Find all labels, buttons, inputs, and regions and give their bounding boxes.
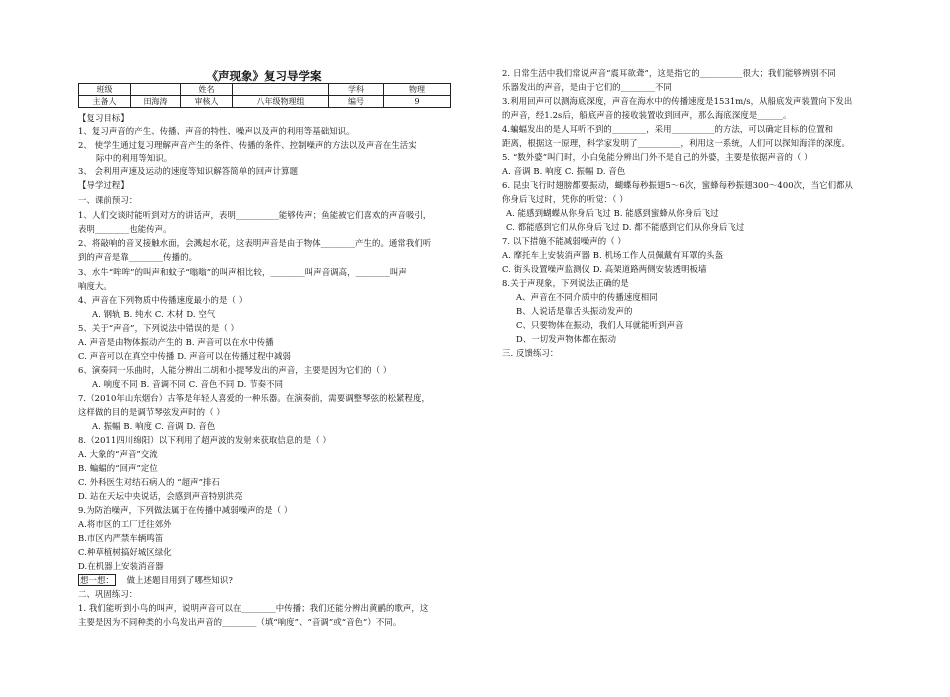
cell-reviewer-label: 审核人 <box>181 96 233 108</box>
subsection-heading: 三. 反馈练习： <box>502 348 559 358</box>
answer-option: C. 外科医生对结石病人的 “超声”排石 <box>78 477 220 487</box>
question-text: 2、将敲响的音叉接触水面，会溅起水花，这表明声音是由于物体________产生的。通常我们听 <box>78 238 432 248</box>
cell-class-value[interactable] <box>131 84 181 96</box>
think-prompt-line <box>78 575 233 586</box>
answer-option: B、人说话是靠舌头振动发声的 <box>516 306 633 316</box>
answer-option: C.种草植树搞好城区绿化 <box>78 547 172 557</box>
answer-options: A. 能感到蝴蝶从你身后飞过 B. 能感到蜜蜂从你身后飞过 <box>506 208 719 218</box>
answer-options: A. 摩托车上安装消声器 B. 机场工作人员佩戴有耳罩的头盔 <box>502 250 724 260</box>
question-text: 5. “数外婆”叫门时，小白兔能分辨出门外不是自己的外婆，主要是依据声音的（ ） <box>502 152 813 162</box>
cell-name-label: 姓名 <box>181 84 233 96</box>
answer-options: A. 音调 B. 响度 C. 振幅 D. 音色 <box>502 166 626 176</box>
section-heading-goals: 【复习目标】 <box>78 113 129 123</box>
cell-number-label: 编号 <box>329 96 384 108</box>
question-text: 4、声音在下列物质中传播速度最小的是（ ） <box>78 295 248 305</box>
answer-option: D. 站在天坛中央说话，会感到声音特别洪亮 <box>78 491 243 501</box>
answer-option: B.市区内严禁车辆鸣笛 <box>78 533 164 543</box>
question-text: 3、水牛“哞哞”的叫声和蚊子“嗡嗡”的叫声相比较，________叫声音调高，________叫声 <box>78 267 407 277</box>
question-text: 6. 昆虫飞行时翅膀都要振动，蝴蝶每秒振翅5～6次，蜜蜂每秒振翅300～400次，当它们都从 <box>502 180 854 190</box>
header-row <box>79 84 451 96</box>
answer-option: A、声音在不同介质中的传播速度相同 <box>516 292 658 302</box>
question-text: 距离，根据这一原理，科学家发明了__________，利用这一系统，人们可以探知海洋的深度。 <box>502 138 850 148</box>
answer-options: A. 响度不同 B. 音调不同 C. 音色不同 D. 节奏不同 <box>92 379 284 389</box>
question-text: 响度大。 <box>78 281 112 291</box>
answer-option: C、只要物体在振动，我们人耳就能听到声音 <box>516 320 684 330</box>
page-title: 《声现象》复习导学案 <box>206 69 322 83</box>
question-text: 这样做的目的是调节琴弦发声时的（ ） <box>78 407 225 417</box>
question-text: 8.关于声现象，下列说法正确的是 <box>502 278 629 288</box>
text-line: 2、 使学生通过复习理解声音产生的条件、传播的条件、控制噪声的方法以及声音在生活实 <box>78 140 417 150</box>
question-text: 乐器发出的声音，是由于它们的________不同 <box>502 82 672 92</box>
text-line: 1、复习声音的产生、传播、声音的特性、噪声以及声的利用等基础知识。 <box>78 126 355 136</box>
think-label: 想一想： <box>80 575 114 585</box>
answer-option: B. 蝙蝠的“回声”定位 <box>78 463 158 473</box>
answer-options: C. 街头设置噪声监测仪 D. 高架道路两侧安装透明板墙 <box>502 264 707 274</box>
text-line: 3、 会利用声速及运动的速度等知识解答简单的回声计算题 <box>78 166 299 176</box>
cell-number-value: 9 <box>384 96 451 108</box>
subsection-heading: 二、巩固练习： <box>78 589 138 599</box>
cell-reviewer-value: 八年级物理组 <box>233 96 329 108</box>
answer-options: A. 振幅 B. 响度 C. 音调 D. 音色 <box>92 421 216 431</box>
question-text: 1. 我们能听到小鸟的叫声，说明声音可以在________中传播；我们还能分辨出黄鹂的歌声，这 <box>78 603 429 613</box>
question-text: 5、关于“声音”，下列说法中错误的是（ ） <box>78 323 240 333</box>
question-text: 你身后飞过时，凭你的听觉：（ ） <box>502 194 628 204</box>
cell-subject-value: 物理 <box>384 84 451 96</box>
header-row <box>79 96 451 108</box>
section-heading-process: 【导学过程】 <box>78 180 129 190</box>
answer-option: A. 大象的“声音”交流 <box>78 449 158 459</box>
question-text: 的声音，经1.2s后，船底声音的接收装置收到回声，那么海底深度是______。 <box>502 110 792 120</box>
cell-preparer-label: 主备人 <box>79 96 131 108</box>
answer-options: A. 钢轨 B. 纯水 C. 木材 D. 空气 <box>92 309 216 319</box>
question-text: 7. 以下措施不能减弱噪声的（ ） <box>502 236 626 246</box>
answer-option: D、一切发声物体都在振动 <box>516 334 617 344</box>
answer-options: C. 都能感到它们从你身后飞过 D. 都不能感到它们从你身后飞过 <box>506 222 745 232</box>
question-text: 1、人们交谈时能听到对方的讲话声，表明__________能够传声；鱼能被它们喜欢的声音吸引， <box>78 210 432 220</box>
question-text: 9.为防治噪声，下列做法属于在传播中减弱噪声的是（ ） <box>78 505 293 515</box>
question-text: 表明________也能传声。 <box>78 224 172 234</box>
question-text: 6、演奏同一乐曲时，人能分辨出二胡和小提琴发出的声音，主要是因为它们的（ ） <box>78 365 392 375</box>
answer-option: D.在机器上安装消音器 <box>78 561 164 571</box>
header-table <box>78 83 451 108</box>
question-text: 到的声音是靠________传播的。 <box>78 252 198 262</box>
cell-name-value[interactable] <box>233 84 329 96</box>
cell-subject-label: 学科 <box>329 84 384 96</box>
question-text: 主要是因为不同种类的小鸟发出声音的________（填“响度”、“音调”或“音色”）不同。 <box>78 617 402 627</box>
question-text: 4.蝙蝠发出的是人耳听不到的________，采用__________的方法，可以确定目标的位置和 <box>502 124 834 134</box>
answer-option: A.将市区的工厂迁往郊外 <box>78 519 172 529</box>
answer-options: C. 声音可以在真空中传播 D. 声音可以在传播过程中减弱 <box>78 351 291 361</box>
question-text: 2. 日常生活中我们常说声音“震耳欲聋”，这是指它的__________很大；我们能够辨别不同 <box>502 68 836 78</box>
subsection-heading: 一、课前预习： <box>78 195 138 205</box>
question-text: 8.（2011四川绵阳）以下利用了超声波的发射来获取信息的是（ ） <box>78 435 332 445</box>
text-line: 际中的利用等知识。 <box>96 153 173 163</box>
question-text: 3.利用回声可以测海底深度，声音在海水中的传播速度是1531m/s，从船底发声装置向下发出 <box>502 96 853 106</box>
think-prompt: 做上述题目用到了哪些知识? <box>126 575 233 585</box>
answer-options: A. 声音是由物体振动产生的 B. 声音可以在水中传播 <box>78 337 274 347</box>
question-text: 7.（2010年山东烟台）古筝是年轻人喜爱的一种乐器。在演奏前，需要调整琴弦的松紧程度， <box>78 393 430 403</box>
cell-class-label: 班级 <box>79 84 131 96</box>
cell-preparer-value: 田海涛 <box>131 96 181 108</box>
